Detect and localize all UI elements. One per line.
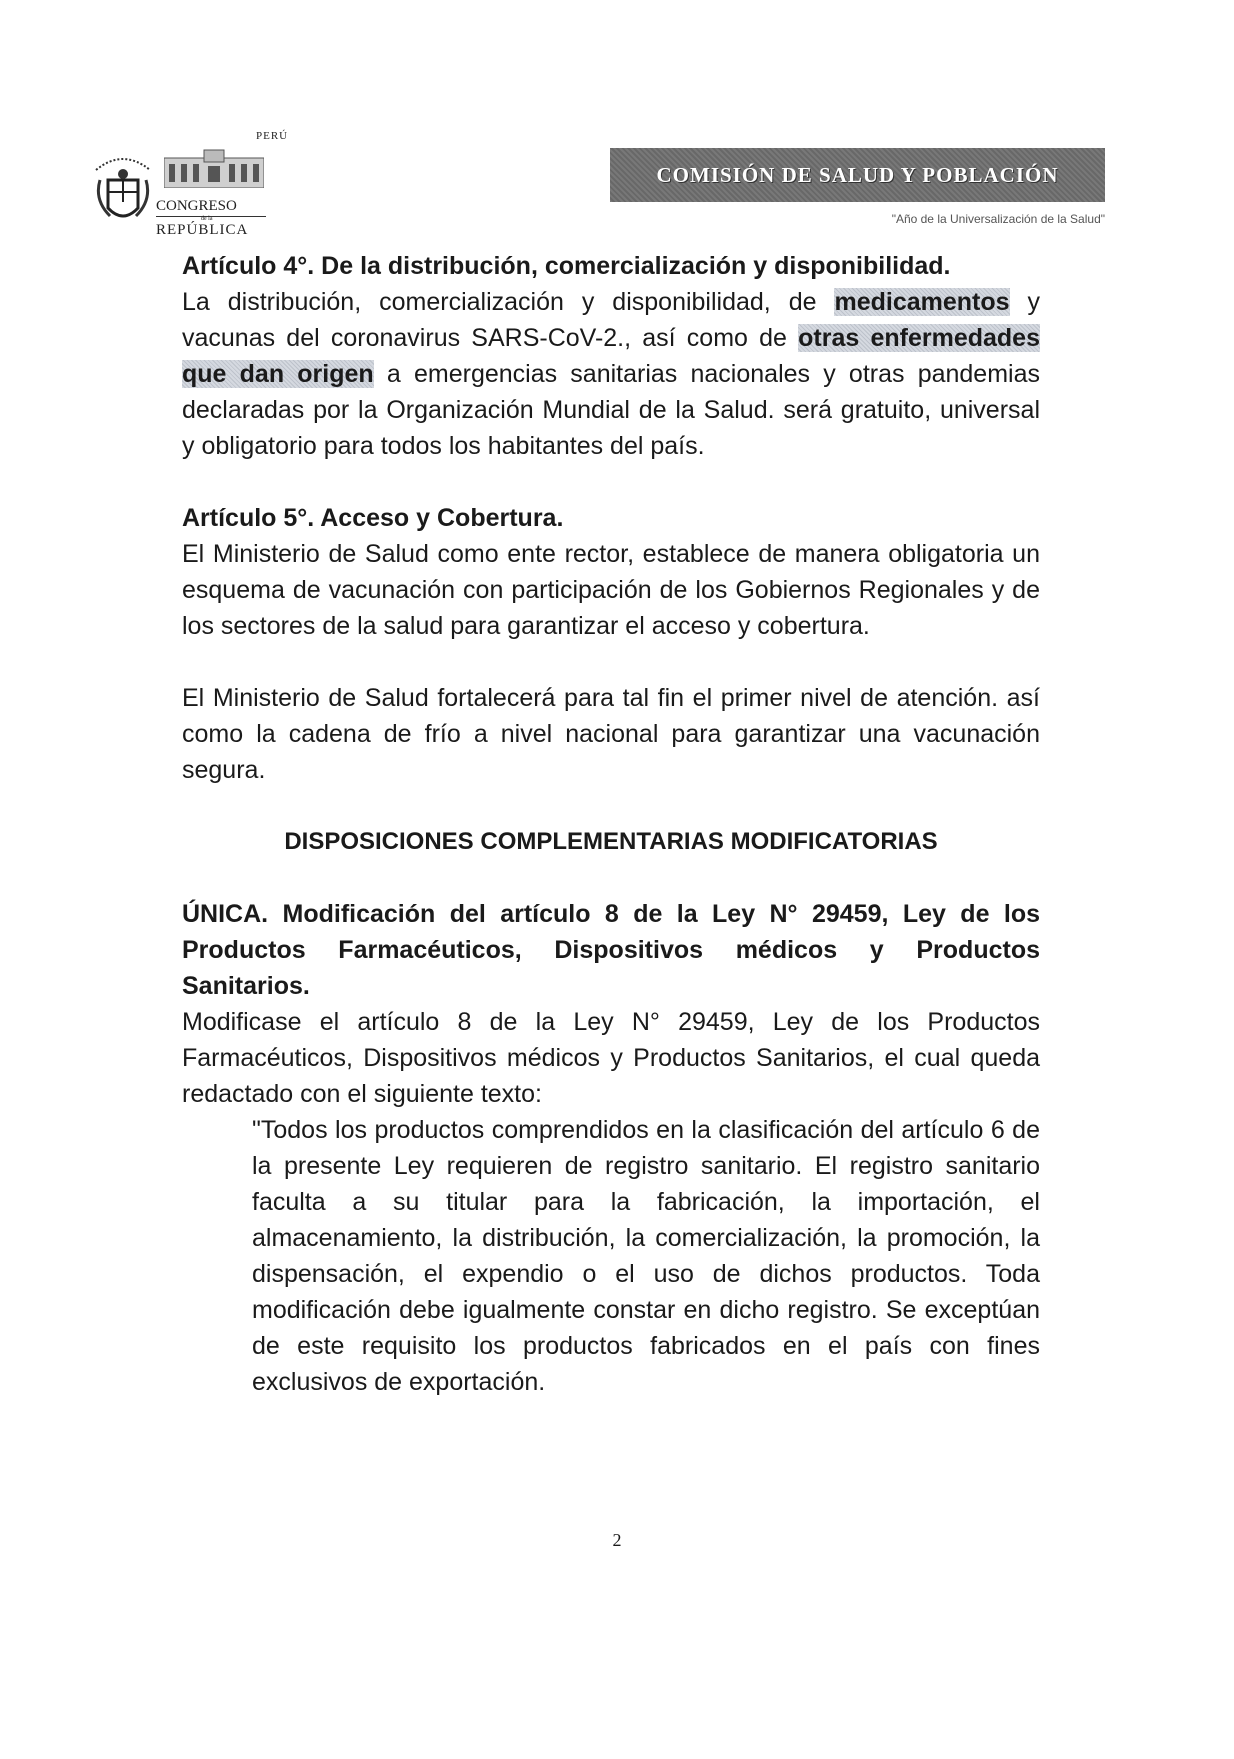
article-4-text-part2: y vacunas del coronavirus SARS-CoV-2., así como de bbox=[182, 288, 1040, 352]
article-4-text-part3: a emergencias sanitarias nacionales y otras pandemias declaradas por la Organización Mundial de la Salud. será gratuito, universal y obligatorio para todos los habitantes del país. bbox=[182, 360, 1040, 460]
section-title: DISPOSICIONES COMPLEMENTARIAS MODIFICATORIAS bbox=[284, 828, 938, 855]
commission-title: COMISIÓN DE SALUD Y POBLACIÓN bbox=[656, 162, 1059, 187]
institution-subtitle: REPÚBLICA bbox=[156, 222, 249, 238]
article-4-text bbox=[182, 284, 1040, 464]
country-label: PERÚ bbox=[256, 130, 289, 142]
institution-name: CONGRESO bbox=[156, 198, 266, 217]
document-body bbox=[182, 248, 1040, 1400]
unica-title: ÚNICA. Modificación del artículo 8 de la Ley N° 29459, Ley de los Productos Farmacéuticos, Dispositivos médicos y Productos Sanitarios. bbox=[182, 900, 1040, 1000]
article-4-title: Artículo 4°. De la distribución, comercialización y disponibilidad. bbox=[182, 252, 951, 280]
page-number: 2 bbox=[612, 1530, 622, 1550]
commission-banner bbox=[610, 148, 1105, 202]
article-5-paragraph-2: El Ministerio de Salud fortalecerá para tal fin el primer nivel de atención. así como la cadena de frío a nivel nacional para garantizar una vacunación segura. bbox=[182, 684, 1040, 784]
coat-of-arms-icon bbox=[88, 150, 158, 240]
congress-building-icon bbox=[164, 148, 264, 188]
highlight-medicamentos: medicamentos bbox=[834, 288, 1010, 316]
page-header bbox=[88, 120, 1108, 240]
article-4-text-part1: La distribución, comercialización y disponibilidad, de bbox=[182, 288, 835, 316]
congreso-logo bbox=[156, 130, 296, 240]
article-5-title: Artículo 5°. Acceso y Cobertura. bbox=[182, 504, 564, 532]
institution-connector: de la bbox=[201, 216, 213, 222]
quoted-article-text: "Todos los productos comprendidos en la clasificación del artículo 6 de la presente Ley requieren de registro sanitario. El registro sanitario faculta a su titular para la fabricación, la importación, el almacenamiento, la distribución, la comercialización, la promoción, la dispensación, el expendio o el uso de dichos productos. Toda modificación debe igualmente constar en dicho registro. Se exceptúan de este requisito los productos fabricados en el país con fines exclusivos de exportación. bbox=[252, 1116, 1040, 1396]
unica-intro: Modificase el artículo 8 de la Ley N° 29459, Ley de los Productos Farmacéuticos, Dispositivos médicos y Productos Sanitarios, el cual queda redactado con el siguiente texto: bbox=[182, 1008, 1040, 1108]
highlight-otras-enfermedades: otras enfermedades que dan origen bbox=[182, 324, 1040, 388]
article-5-paragraph-1: El Ministerio de Salud como ente rector, establece de manera obligatoria un esquema de vacunación con participación de los Gobiernos Regionales y de los sectores de la salud para garantizar el acceso y cobertura. bbox=[182, 540, 1040, 640]
year-motto: "Año de la Universalización de la Salud" bbox=[891, 212, 1105, 226]
